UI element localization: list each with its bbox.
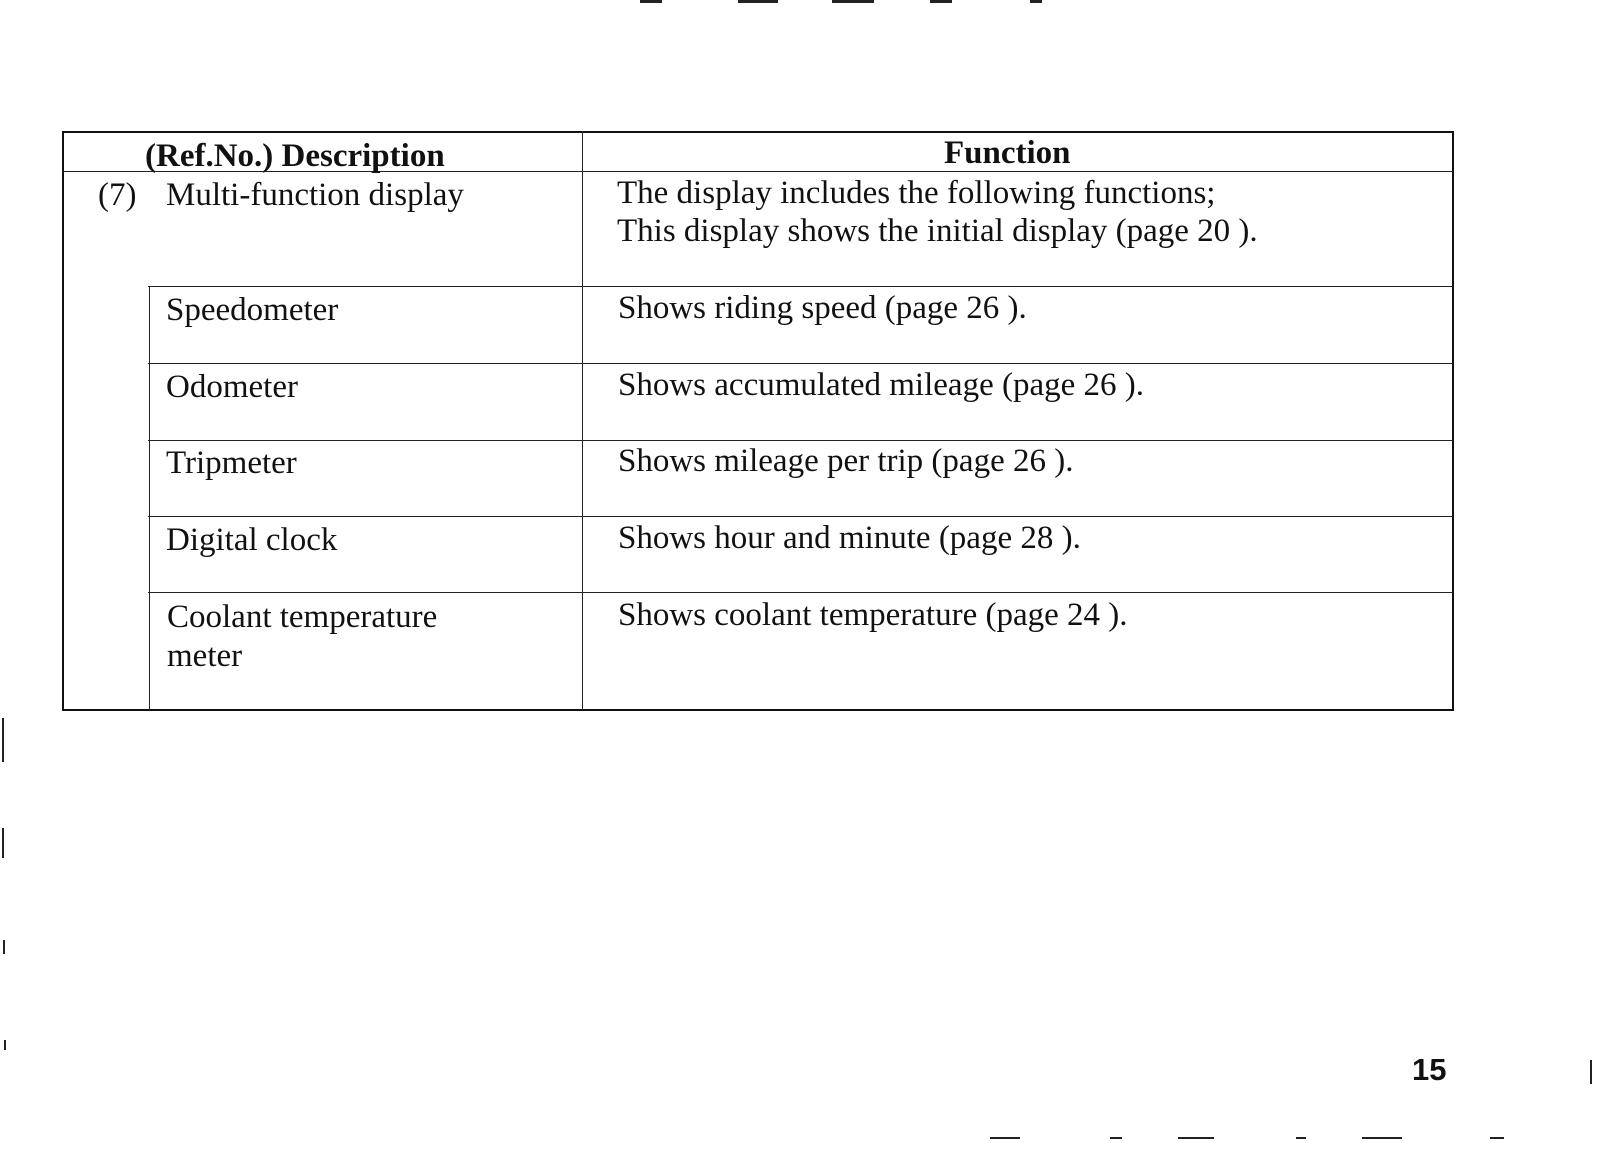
scan-mark	[930, 0, 952, 3]
main-item-description: Multi-function display	[166, 177, 464, 213]
row-divider	[148, 363, 1454, 364]
indent-divider	[149, 286, 150, 711]
scan-mark	[2, 718, 4, 762]
scan-mark	[738, 0, 778, 3]
main-item-function-line: The display includes the following functions;	[617, 175, 1216, 211]
scan-mark	[1110, 1137, 1122, 1139]
scan-mark	[1178, 1137, 1214, 1139]
row-divider	[148, 440, 1454, 441]
sub-item-function: Shows coolant temperature (page 24 ).	[618, 597, 1128, 633]
scan-mark	[832, 0, 874, 3]
scan-mark	[1490, 1137, 1504, 1139]
scan-mark	[1590, 1060, 1592, 1084]
scan-mark	[3, 940, 5, 954]
sub-item-description: Speedometer	[166, 292, 339, 328]
sub-item-function: Shows hour and minute (page 28 ).	[618, 520, 1081, 556]
function-column-header: Function	[944, 135, 1071, 171]
row-divider	[148, 516, 1454, 517]
ref-number: (7)	[98, 177, 137, 213]
row-divider	[148, 286, 1454, 287]
sub-item-description: Digital clock	[166, 522, 338, 558]
scan-mark	[1296, 1137, 1306, 1139]
page-number: 15	[1412, 1052, 1447, 1087]
scan-mark	[1030, 0, 1042, 3]
scan-mark	[640, 0, 662, 3]
scan-mark	[2, 828, 4, 858]
description-column-header: (Ref.No.) Description	[145, 138, 445, 174]
scan-mark	[990, 1137, 1020, 1139]
sub-item-description: Tripmeter	[166, 445, 297, 481]
sub-item-description: Coolant temperature	[167, 599, 438, 635]
column-divider	[582, 131, 583, 711]
sub-item-function: Shows mileage per trip (page 26 ).	[618, 443, 1074, 479]
sub-item-description: Odometer	[166, 369, 298, 405]
sub-item-function: Shows riding speed (page 26 ).	[618, 290, 1027, 326]
scan-mark	[1362, 1137, 1402, 1139]
sub-item-function: Shows accumulated mileage (page 26 ).	[618, 367, 1144, 403]
sub-item-description: meter	[167, 638, 243, 674]
scan-mark	[4, 1040, 6, 1050]
row-divider	[148, 592, 1454, 593]
main-item-function-line: This display shows the initial display (page 20 ).	[617, 213, 1258, 249]
